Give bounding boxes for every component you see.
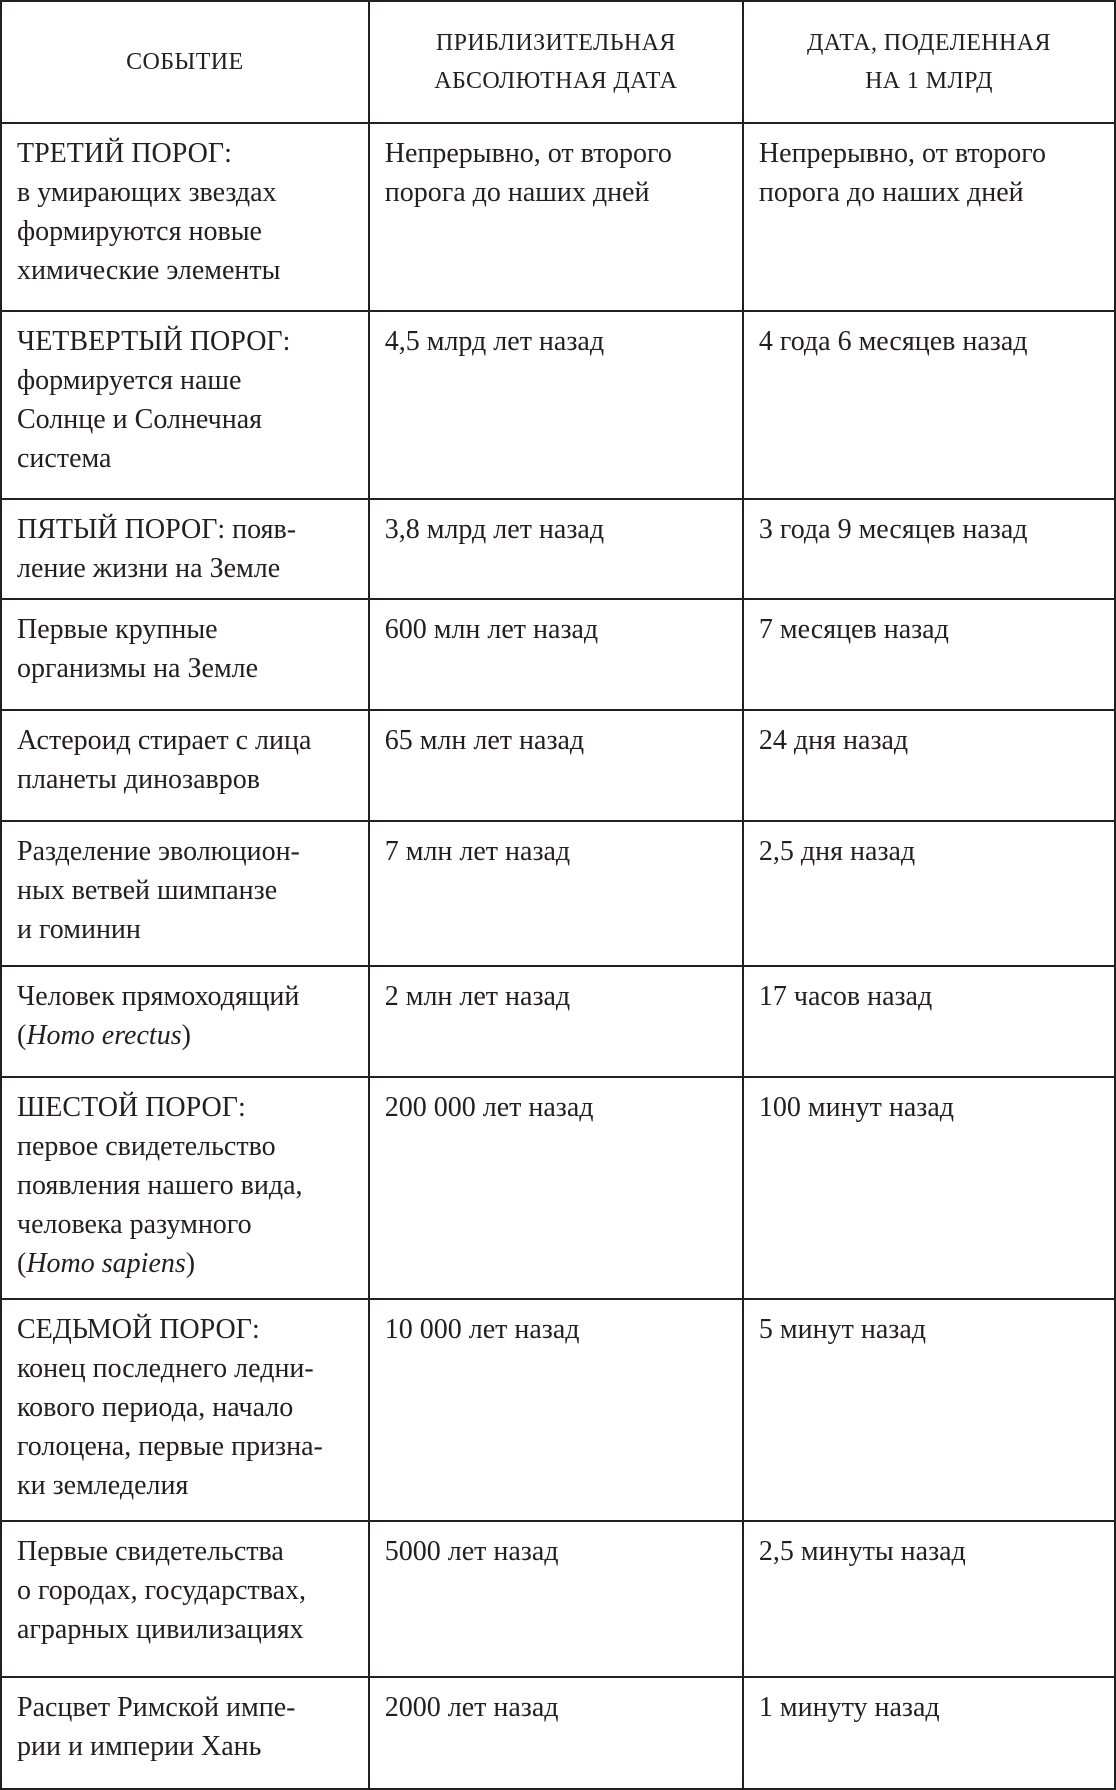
divided-date-text: 4 года 6 месяцев назад (758, 326, 1028, 357)
event-text: первое свидетельство (17, 1131, 276, 1162)
event-line (17, 1088, 354, 1127)
event-line (17, 322, 354, 361)
header-line: АБСОЛЮТНАЯ ДАТА (434, 68, 678, 94)
divided-date-cell (743, 1677, 1115, 1789)
table-row (1, 966, 1115, 1077)
absolute-date-cell (369, 311, 743, 499)
event-line (17, 721, 354, 760)
divided-date-cell (743, 821, 1115, 966)
event-cell (1, 1521, 369, 1677)
event-text: формируются новые (17, 216, 262, 247)
absolute-date-cell (369, 821, 743, 966)
event-line (17, 871, 354, 910)
event-line (17, 910, 354, 949)
event-text: ЧЕТВЕРТЫЙ ПОРОГ: (17, 326, 291, 357)
event-text: ) (185, 1248, 196, 1279)
header-event (1, 1, 369, 123)
event-line (17, 1166, 354, 1205)
event-line (17, 1466, 354, 1505)
event-text: в умирающих звездах (17, 177, 277, 208)
divided-date-cell (743, 311, 1115, 499)
event-line (17, 1427, 354, 1466)
event-line (17, 510, 354, 549)
absolute-date-cell (369, 1677, 743, 1789)
absolute-date-cell (369, 710, 743, 821)
absolute-date-text: 2000 лет назад (384, 1692, 559, 1723)
absolute-date-cell (369, 1077, 743, 1299)
event-line (17, 1688, 354, 1727)
event-line (17, 173, 354, 212)
event-line (17, 1727, 354, 1766)
event-text: Разделение эволюцион- (17, 836, 300, 867)
event-text: конец последнего ледни- (17, 1353, 314, 1384)
header-line: ДАТА, ПОДЕЛЕННАЯ (807, 30, 1051, 56)
divided-date-text: 7 месяцев назад (758, 614, 949, 645)
table-row (1, 1677, 1115, 1789)
absolute-date-text: 4,5 млрд лет назад (384, 326, 605, 357)
header-absolute-date (369, 1, 743, 123)
event-text: Первые свидетельства (17, 1536, 284, 1567)
species-name: Homo sapiens (26, 1248, 186, 1279)
event-text: появления нашего вида, (17, 1170, 303, 1201)
event-line (17, 212, 354, 251)
divided-date-text: 17 часов назад (758, 981, 933, 1012)
divided-date-text: 2,5 минуты назад (758, 1536, 966, 1567)
absolute-date-text: 10 000 лет назад (384, 1314, 580, 1345)
event-line (17, 1205, 354, 1244)
event-text: ление жизни на Земле (17, 553, 281, 584)
absolute-date-text: 3,8 млрд лет назад (384, 514, 605, 545)
event-line (17, 1310, 354, 1349)
event-cell (1, 1677, 369, 1789)
table-row (1, 311, 1115, 499)
species-name: Homo erectus (26, 1020, 182, 1051)
event-text: ТРЕТИЙ ПОРОГ: (17, 138, 232, 169)
event-text: химические элементы (17, 255, 281, 286)
event-text: голоцена, первые призна- (17, 1431, 323, 1462)
event-line (17, 134, 354, 173)
event-line (17, 1349, 354, 1388)
event-text: формируется наше (17, 365, 242, 396)
table-row (1, 123, 1115, 311)
event-line (17, 832, 354, 871)
absolute-date-text: 65 млн лет назад (384, 725, 585, 756)
absolute-date-text: Непрерывно, от второго (384, 138, 672, 169)
event-line (17, 251, 354, 290)
absolute-date-text: порога до наших дней (384, 177, 650, 208)
event-text: ) (181, 1020, 191, 1051)
divided-date-cell (743, 710, 1115, 821)
divided-date-text: 24 дня назад (758, 725, 909, 756)
divided-date-text: 2,5 дня назад (758, 836, 916, 867)
event-text: планеты динозавров (17, 764, 260, 795)
event-cell (1, 966, 369, 1077)
event-cell (1, 123, 369, 311)
absolute-date-text: 7 млн лет назад (384, 836, 571, 867)
event-line (17, 1127, 354, 1166)
event-text: Расцвет Римской импе- (17, 1692, 296, 1723)
event-line (17, 649, 354, 688)
event-text: ных ветвей шимпанзе (17, 875, 278, 906)
event-text: рии и империи Хань (17, 1731, 262, 1762)
event-line (17, 1388, 354, 1427)
event-text: Человек прямоходящий (17, 981, 300, 1012)
table-row (1, 1521, 1115, 1677)
event-text: Астероид стирает с лица (17, 725, 312, 756)
header-line: ПРИБЛИЗИТЕЛЬНАЯ (435, 30, 676, 56)
divided-date-text: 5 минут назад (758, 1314, 926, 1345)
absolute-date-text: 2 млн лет назад (384, 981, 571, 1012)
event-cell (1, 710, 369, 821)
header-divided-date (743, 1, 1115, 123)
divided-date-cell (743, 966, 1115, 1077)
event-cell (1, 499, 369, 599)
absolute-date-text: 5000 лет назад (384, 1536, 559, 1567)
event-text: Первые крупные (17, 614, 218, 645)
absolute-date-text: 600 млн лет назад (384, 614, 599, 645)
event-text: Солнце и Солнечная (17, 404, 263, 435)
divided-date-text: 3 года 9 месяцев назад (758, 514, 1028, 545)
event-text: ( (17, 1020, 27, 1051)
event-text: ШЕСТОЙ ПОРОГ: (17, 1092, 246, 1123)
event-cell (1, 1299, 369, 1521)
event-text: ки земледелия (17, 1470, 189, 1501)
table-row (1, 599, 1115, 710)
event-text: о городах, государствах, (17, 1575, 307, 1606)
event-cell (1, 311, 369, 499)
table-row (1, 499, 1115, 599)
absolute-date-cell (369, 599, 743, 710)
event-text: аграрных цивилизациях (17, 1614, 304, 1645)
event-cell (1, 599, 369, 710)
event-line (17, 549, 354, 588)
absolute-date-cell (369, 1299, 743, 1521)
table-row (1, 710, 1115, 821)
divided-date-cell (743, 1077, 1115, 1299)
event-cell (1, 1077, 369, 1299)
event-text: человека разумного (17, 1209, 252, 1240)
table-header-row (1, 1, 1115, 123)
divided-date-text: 100 минут назад (758, 1092, 954, 1123)
event-line (17, 1016, 354, 1055)
divided-date-text: 1 минуту назад (758, 1692, 940, 1723)
event-line (17, 400, 354, 439)
event-line (17, 610, 354, 649)
absolute-date-cell (369, 966, 743, 1077)
divided-date-cell (743, 123, 1115, 311)
event-text: и гоминин (17, 914, 141, 945)
event-line (17, 361, 354, 400)
event-line (17, 977, 354, 1016)
divided-date-text: порога до наших дней (758, 177, 1024, 208)
header-line: СОБЫТИЕ (126, 49, 244, 75)
event-text: кового периода, начало (17, 1392, 294, 1423)
absolute-date-cell (369, 499, 743, 599)
event-line (17, 1532, 354, 1571)
header-line: НА 1 МЛРД (865, 68, 993, 94)
event-text: СЕДЬМОЙ ПОРОГ: (17, 1314, 260, 1345)
table-row (1, 1077, 1115, 1299)
divided-date-cell (743, 499, 1115, 599)
absolute-date-text: 200 000 лет назад (384, 1092, 594, 1123)
event-line (17, 760, 354, 799)
divided-date-cell (743, 1521, 1115, 1677)
divided-date-cell (743, 1299, 1115, 1521)
absolute-date-cell (369, 123, 743, 311)
event-cell (1, 821, 369, 966)
table-row (1, 821, 1115, 966)
event-line (17, 439, 354, 478)
divided-date-cell (743, 599, 1115, 710)
event-line (17, 1244, 354, 1283)
absolute-date-cell (369, 1521, 743, 1677)
event-text: организмы на Земле (17, 653, 259, 684)
event-text: ( (17, 1248, 27, 1279)
event-line (17, 1571, 354, 1610)
event-text: система (17, 443, 112, 474)
table-row (1, 1299, 1115, 1521)
divided-date-text: Непрерывно, от второго (758, 138, 1047, 169)
event-text: ПЯТЫЙ ПОРОГ: появ- (17, 514, 297, 545)
event-line (17, 1610, 354, 1649)
